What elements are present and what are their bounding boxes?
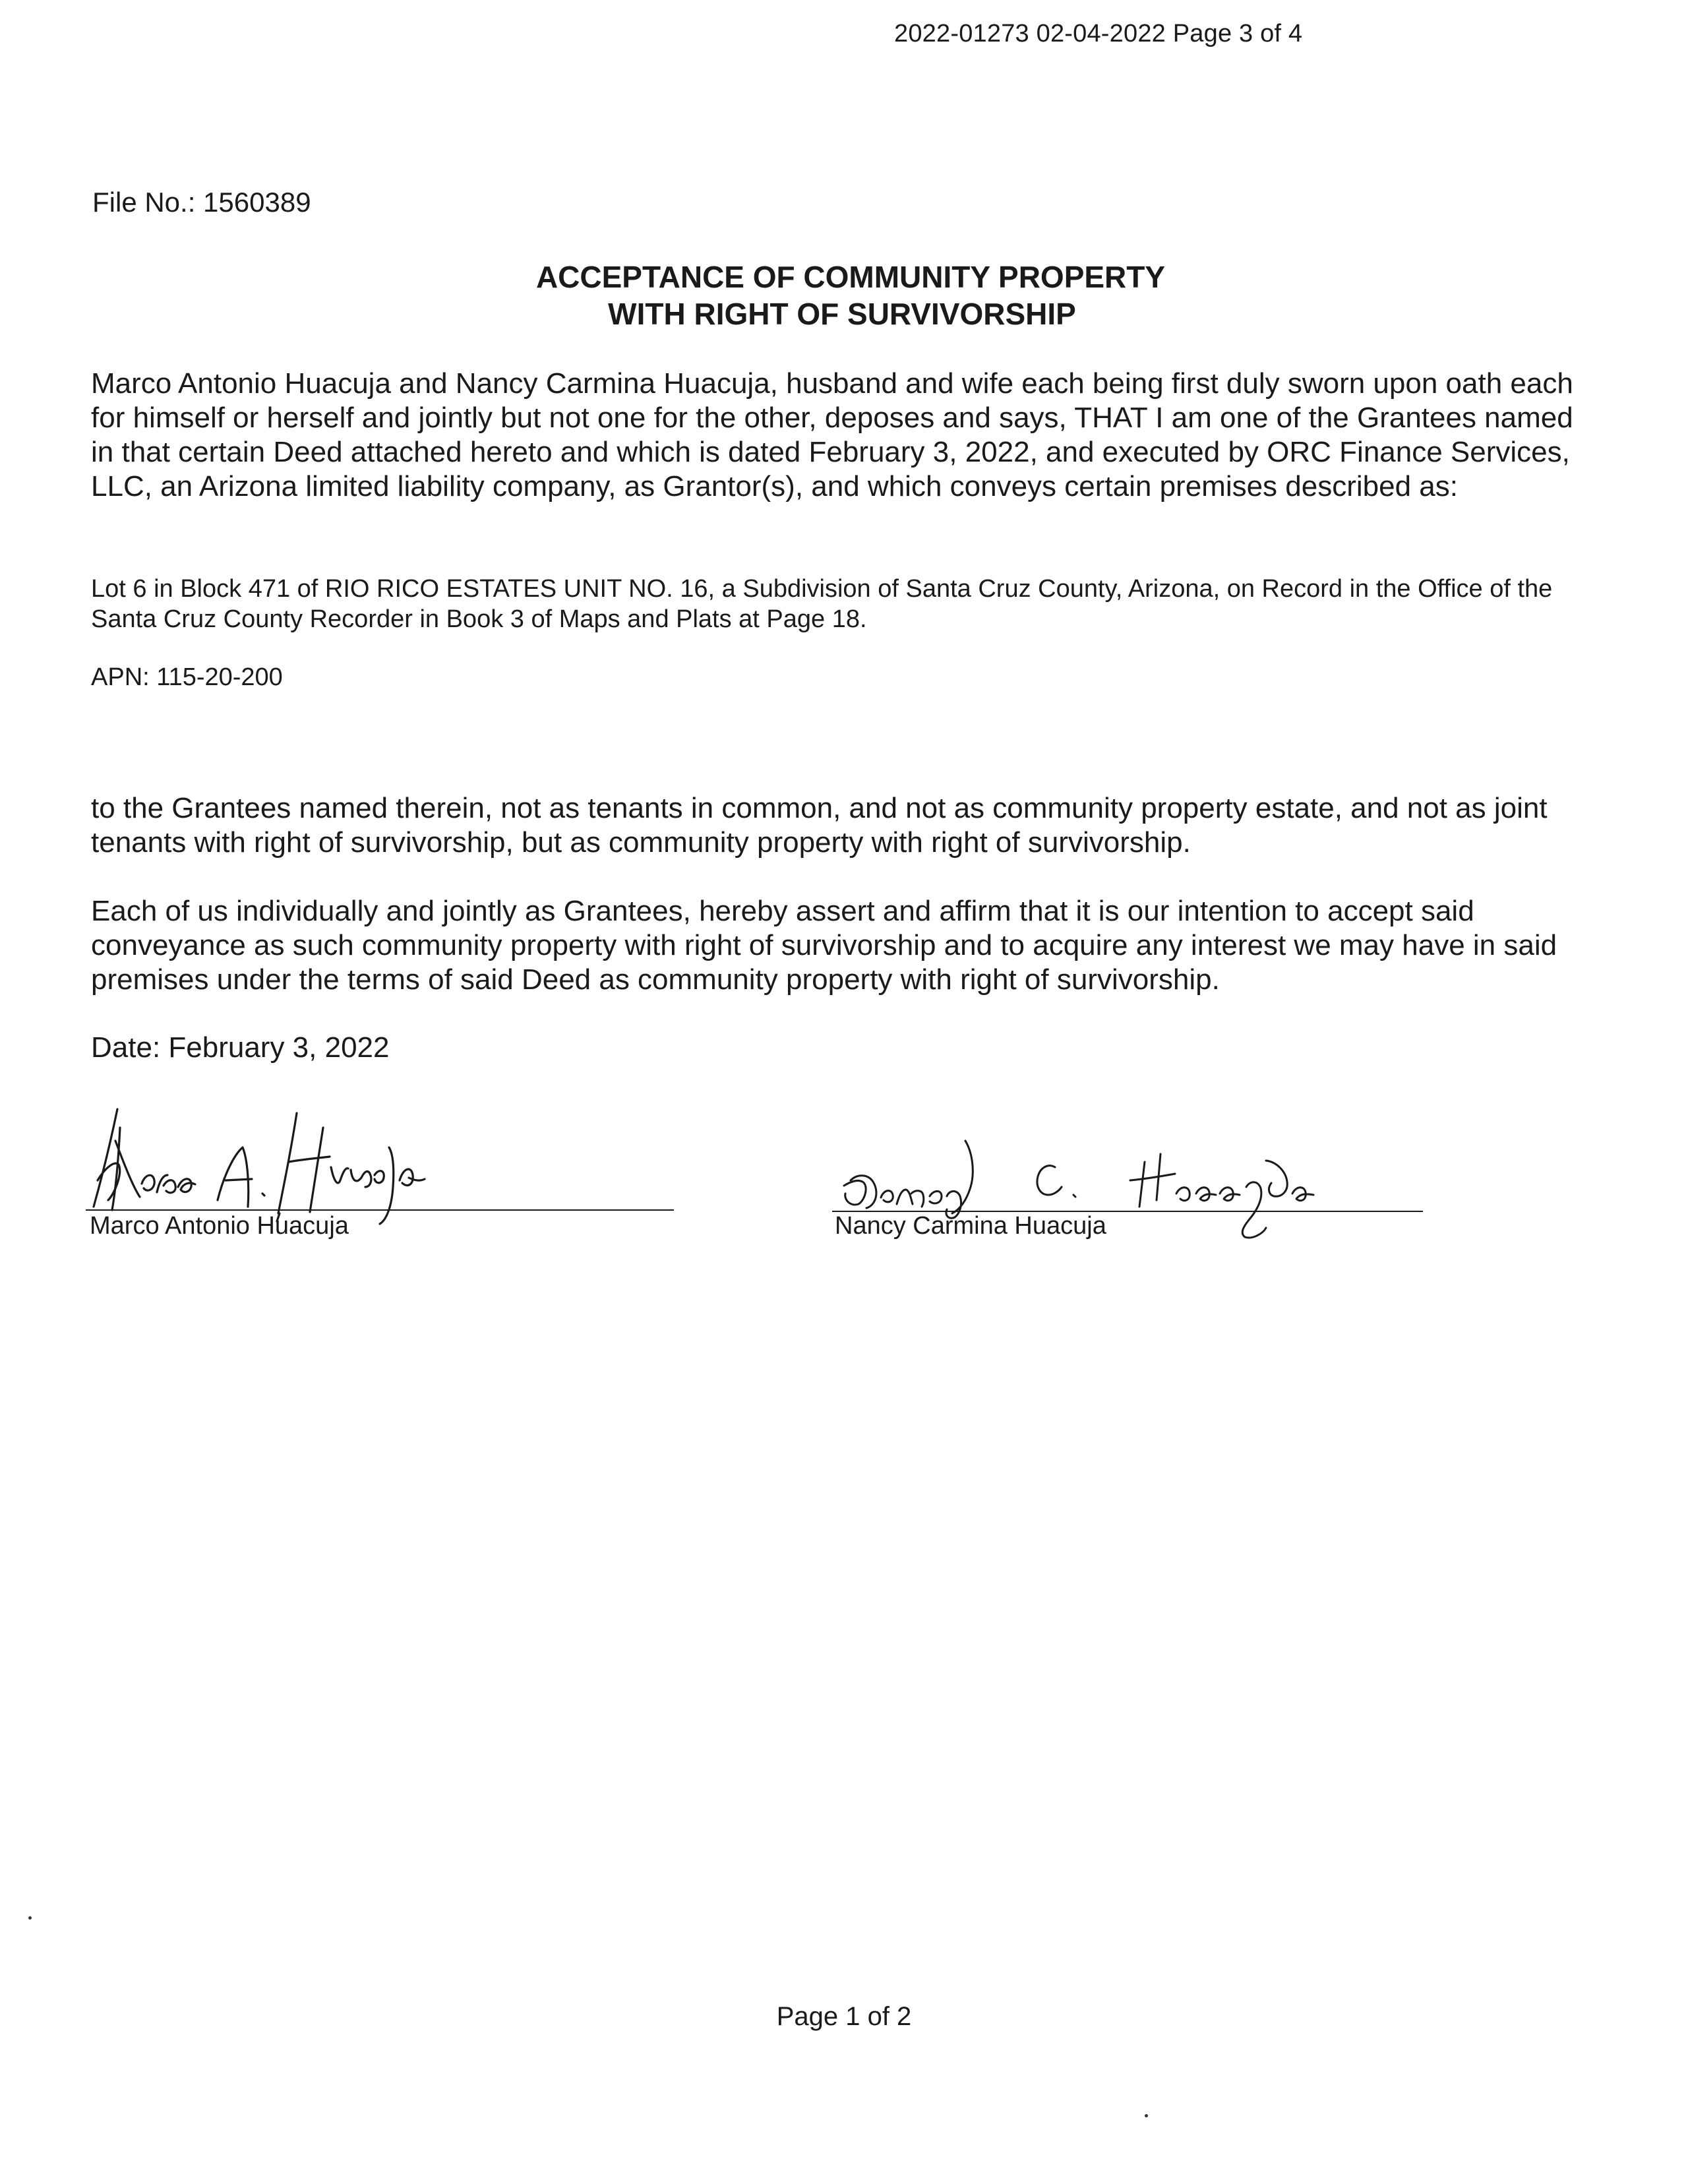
affirmation-paragraph: Each of us individually and jointly as Grantees, hereby assert and affirm that it is our intention to accept said conveyance as such community property with right of survivorship and to acquire any interest we may have in said premises under the terms of said Deed as community property with right of survivorship. (91, 895, 1557, 996)
intro-paragraph: Marco Antonio Huacuja and Nancy Carmina Huacuja, husband and wife each being first duly sworn upon oath each for himself or herself and jointly but not one for the other, deposes and says, THAT I am one of the Grantees named in that certain Deed attached hereto and which is dated February 3, 2022, and executed by ORC Finance Services, LLC, an Arizona limited liability company, as Grantor(s), and which conveys certain premises described as: (91, 367, 1573, 502)
document-title-line-2: WITH RIGHT OF SURVIVORSHIP (608, 297, 1076, 331)
signature-marco (79, 1101, 501, 1227)
legal-description: Lot 6 in Block 471 of RIO RICO ESTATES UNIT NO. 16, a Subdivision of Santa Cruz County, Arizona, on Record in the Office of the Santa Cruz County Recorder in Book 3 of Maps and Plats at Page 18. (91, 575, 1553, 633)
scan-speck (28, 1916, 32, 1920)
document-title-line-1: ACCEPTANCE OF COMMUNITY PROPERTY (535, 260, 1166, 294)
signatory-name-marco: Marco Antonio Huacuja (90, 1212, 349, 1240)
signature-line-marco (86, 1209, 674, 1211)
date-line: Date: February 3, 2022 (91, 1031, 390, 1064)
signatory-name-nancy: Nancy Carmina Huacuja (835, 1212, 1106, 1240)
page-footer: Page 1 of 2 (776, 2002, 912, 2031)
scan-speck (1145, 2114, 1148, 2117)
apn-number: APN: 115-20-200 (91, 663, 283, 691)
recording-stamp: 2022-01273 02-04-2022 Page 3 of 4 (894, 20, 1303, 47)
grantees-paragraph: to the Grantees named therein, not as tenants in common, and not as community property estate, and not as joint tenants with right of survivorship, but as community property with right of survivorship. (91, 792, 1548, 859)
file-number: File No.: 1560389 (92, 187, 311, 218)
